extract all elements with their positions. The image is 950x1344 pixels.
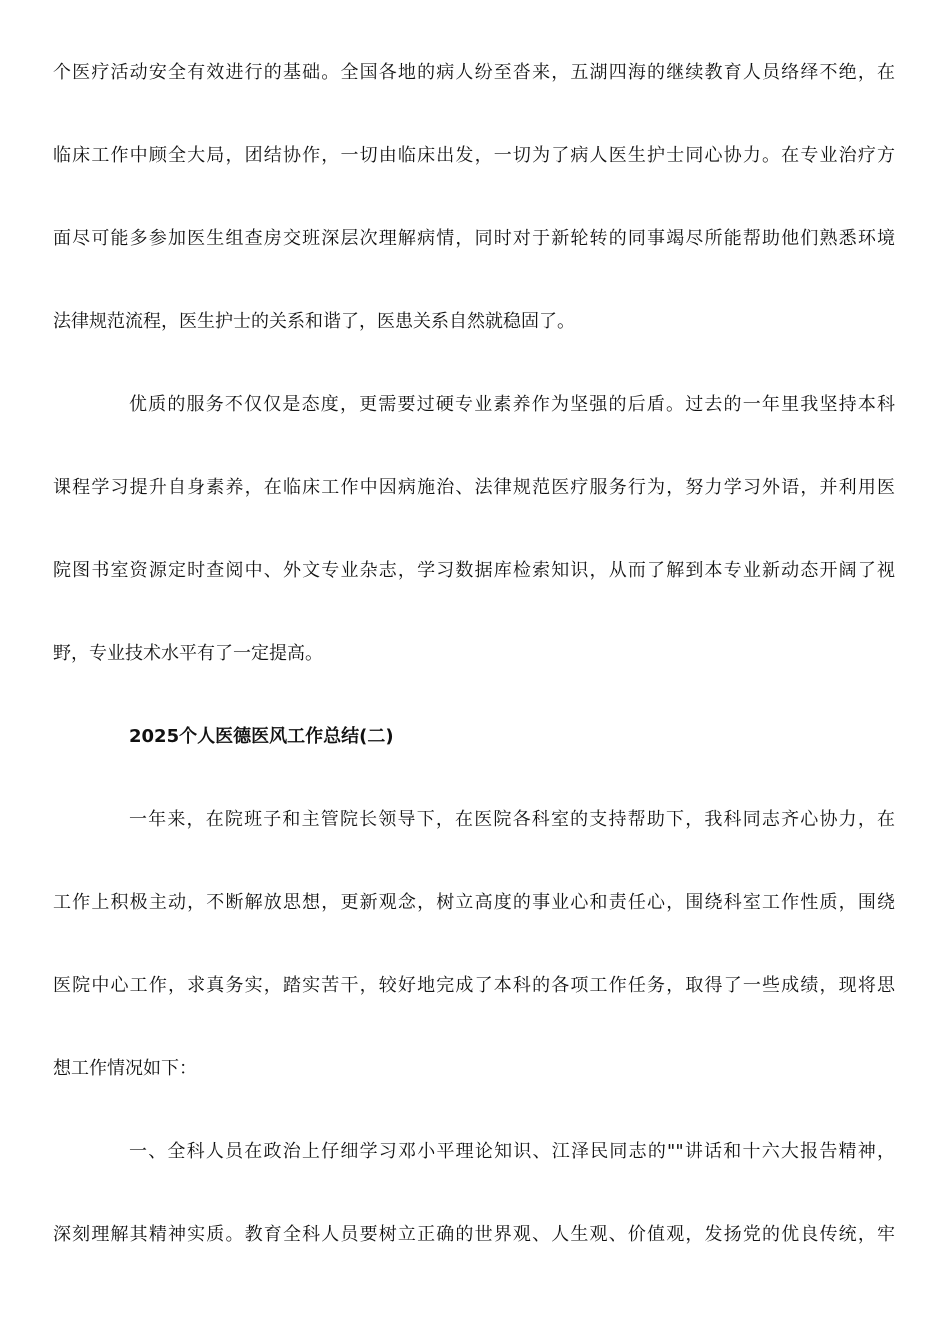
- text-line: 一、全科人员在政治上仔细学习邓小平理论知识、江泽民同志的""讲话和十六大报告精神，: [129, 1141, 895, 1162]
- document-page: [53, 53, 895, 1298]
- text-line: 工作上积极主动，不断解放思想，更新观念，树立高度的事业心和责任心，围绕科室工作性质，围绕: [53, 892, 895, 913]
- paragraph-4: [53, 1132, 895, 1298]
- paragraph-3: [53, 800, 895, 1132]
- text-line: 医院中心工作，求真务实，踏实苦干，较好地完成了本科的各项工作任务，取得了一些成绩，现将思: [53, 975, 895, 996]
- text-line: 优质的服务不仅仅是态度，更需要过硬专业素养作为坚强的后盾。过去的一年里我坚持本科: [129, 394, 895, 415]
- text-line: 个医疗活动安全有效进行的基础。全国各地的病人纷至沓来，五湖四海的继续教育人员络绎不绝，在: [53, 62, 895, 83]
- section-heading: [53, 717, 895, 800]
- paragraph-1: [53, 53, 895, 385]
- text-line: 想工作情况如下：: [53, 1058, 197, 1079]
- text-line: 法律规范流程，医生护士的关系和谐了，医患关系自然就稳固了。: [53, 311, 575, 332]
- text-line: 临床工作中顾全大局，团结协作，一切由临床出发，一切为了病人医生护士同心协力。在专业治疗方: [53, 145, 895, 166]
- text-line: 面尽可能多参加医生组查房交班深层次理解病情，同时对于新轮转的同事竭尽所能帮助他们熟悉环境: [53, 228, 895, 249]
- text-line: 院图书室资源定时查阅中、外文专业杂志，学习数据库检索知识，从而了解到本专业新动态开阔了视: [53, 560, 895, 581]
- heading-text: 2025个人医德医风工作总结(二): [129, 726, 394, 747]
- paragraph-2: [53, 385, 895, 717]
- text-line: 一年来，在院班子和主管院长领导下，在医院各科室的支持帮助下，我科同志齐心协力，在: [129, 809, 895, 830]
- text-line: 深刻理解其精神实质。教育全科人员要树立正确的世界观、人生观、价值观，发扬党的优良传统，牢: [53, 1224, 895, 1245]
- text-line: 野，专业技术水平有了一定提高。: [53, 643, 323, 664]
- text-line: 课程学习提升自身素养，在临床工作中因病施治、法律规范医疗服务行为，努力学习外语，并利用医: [53, 477, 895, 498]
